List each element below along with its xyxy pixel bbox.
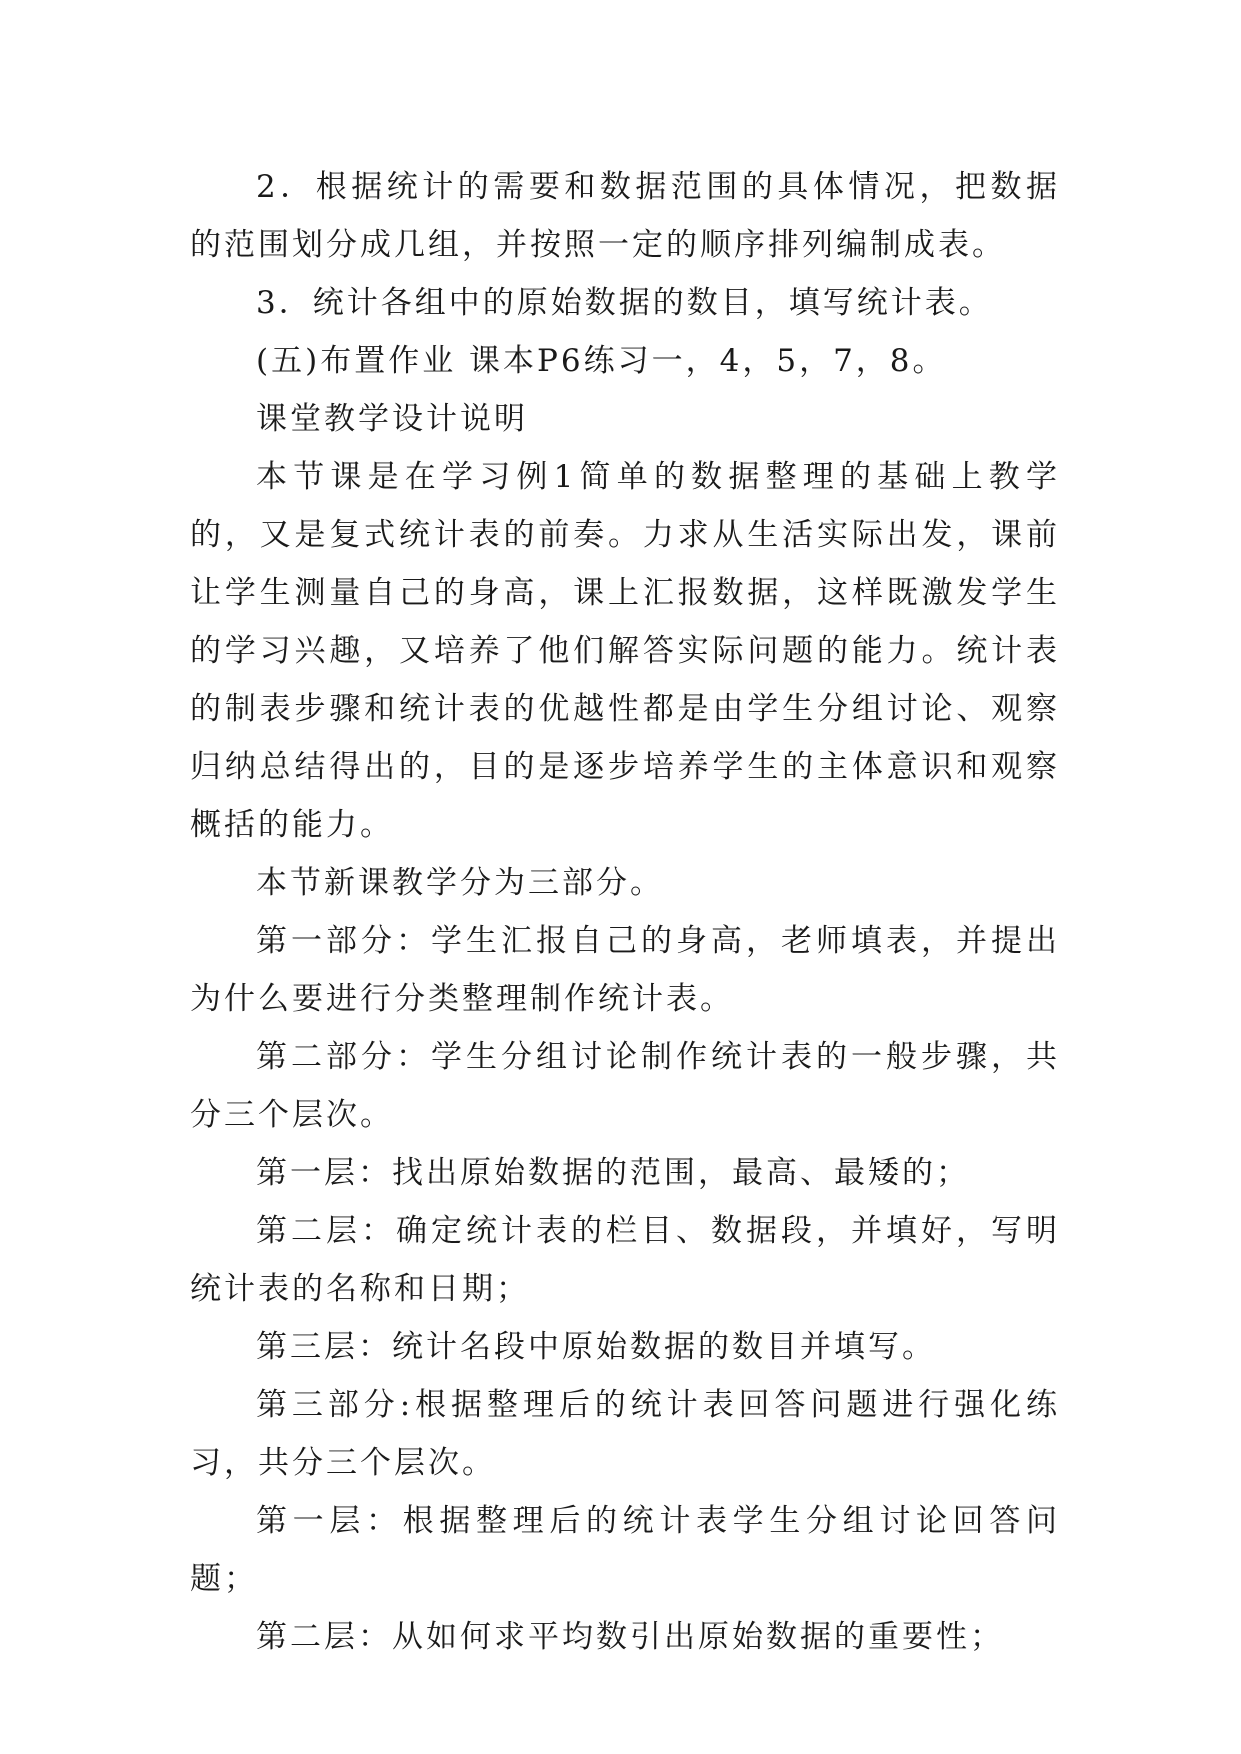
paragraph: 2．根据统计的需要和数据范围的具体情况，把数据的范围划分成几组，并按照一定的顺序排列编制成表。 [190, 169, 1060, 263]
document-body [190, 158, 1060, 1666]
paragraph: 第一层：根据整理后的统计表学生分组讨论回答问题； [190, 1503, 1060, 1597]
paragraph: 本节新课教学分为三部分。 [256, 865, 664, 901]
paragraph: 3．统计各组中的原始数据的数目，填写统计表。 [256, 285, 993, 321]
paragraph: 第三部分:根据整理后的统计表回答问题进行强化练习，共分三个层次。 [190, 1387, 1060, 1481]
paragraph: 第一层：找出原始数据的范围，最高、最矮的； [256, 1155, 970, 1191]
paragraph: 第二层：确定统计表的栏目、数据段，并填好，写明统计表的名称和日期； [190, 1213, 1060, 1307]
paragraph: 第三层：统计名段中原始数据的数目并填写。 [256, 1329, 936, 1365]
paragraph: 第一部分：学生汇报自己的身高，老师填表，并提出为什么要进行分类整理制作统计表。 [190, 923, 1060, 1017]
section-heading: 课堂教学设计说明 [256, 401, 528, 437]
paragraph: (五)布置作业 课本P6练习一，4，5，7，8。 [256, 343, 947, 379]
paragraph: 第二层：从如何求平均数引出原始数据的重要性； [256, 1619, 1004, 1655]
paragraph: 本节课是在学习例1简单的数据整理的基础上教学的，又是复式统计表的前奏。力求从生活实际出发，课前让学生测量自己的身高，课上汇报数据，这样既激发学生的学习兴趣，又培养了他们解答实际问题的能力。统计表的制表步骤和统计表的优越性都是由学生分组讨论、观察归纳总结得出的，目的是逐步培养学生的主体意识和观察概括的能力。 [190, 459, 1060, 843]
paragraph: 第二部分：学生分组讨论制作统计表的一般步骤，共分三个层次。 [190, 1039, 1060, 1133]
